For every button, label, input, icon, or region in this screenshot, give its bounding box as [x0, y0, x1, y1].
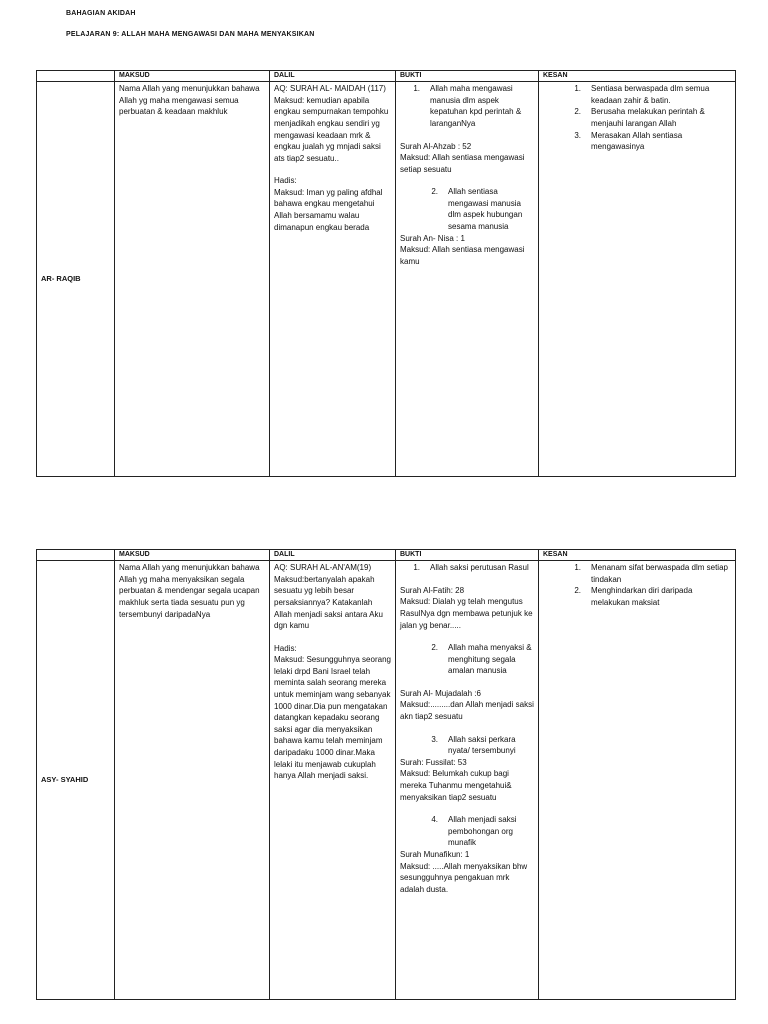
table-asy-syahid [36, 549, 736, 1000]
dalil-hadis-maksud: Maksud: Sesungguhnya seorang lelaki drpd Bani Israel telah meminta salah seorang mereka untuk meminjam wang sebanyak 1000 dinar.Dia pun mengatakan datangkan kepadaku seorang saksi agar dia menyaksikan bahawa kamu telah meminjam daripadaku 1000 dinar.Maka lelaki itu menjawab cukuplah hanya Allah menjadi saksi. [274, 655, 391, 781]
header-kesan: KESAN [539, 71, 736, 82]
bukti-cell [396, 561, 539, 1000]
kesan-item: 3. Merasakan Allah sentiasa mengawasinya [574, 130, 683, 152]
asmaul-husna-name: AR- RAQIB [37, 82, 115, 477]
maksud-cell [115, 82, 270, 477]
bukti-item: 1. Allah saksi perutusan Rasul [413, 563, 529, 573]
dalil-hadis-label: Hadis: [274, 643, 297, 653]
bukti-maksud: Maksud: .....Allah menyaksikan bhw sesungguhnya pengakuan mrk adalah dusta. [400, 861, 528, 894]
bukti-maksud: Maksud: Allah sentiasa mengawasi kamu [400, 245, 525, 266]
bukti-item: 1. Allah maha mengawasi manusia dlm aspek kepatuhan kpd perintah & laranganNya [413, 84, 522, 128]
bukti-maksud: Maksud:.........dan Allah menjadi saksi akn tiap2 sesuatu [400, 700, 534, 722]
bukti-cell [396, 82, 539, 477]
kesan-item: 2. Berusaha melakukan perintah & menjauhi larangan Allah [574, 107, 705, 128]
kesan-list [543, 83, 731, 153]
maksud-text: Nama Allah yang menunjukkan bahawa Allah yg maha menyaksikan segala perbuatan & mendengar segala ucapan makhluk serta tiada sesuatu pun yg tersembunyi daripadaNya [119, 563, 260, 619]
kesan-cell [539, 82, 736, 477]
header-dalil: DALIL [270, 550, 396, 561]
dalil-quran-ref: AQ: SURAH AL- MAIDAH (117) [274, 84, 386, 94]
bukti-surah-ref: Surah An- Nisa : 1 [400, 233, 465, 243]
bukti-maksud: Maksud: Belumkah cukup bagi mereka Tuhanmu mengetahui& menyaksikan tiap2 sesuatu [400, 769, 512, 802]
bukti-list [400, 186, 534, 232]
document-subject: BAHAGIAN AKIDAH [66, 10, 136, 17]
table-ar-raqib [36, 70, 736, 477]
bukti-item: 3. Allah saksi perkara nyata/ tersembunyi [431, 734, 516, 756]
kesan-list [543, 562, 731, 608]
table-header-row [37, 71, 736, 82]
table-header-row [37, 550, 736, 561]
bukti-maksud: Maksud: Dialah yg telah mengutus RasulNya dgn membawa petunjuk ke jalan yg benar..... [400, 597, 533, 630]
kesan-cell [539, 561, 736, 1000]
dalil-cell [270, 82, 396, 477]
dalil-quran-ref: AQ: SURAH AL-AN'AM(19) [274, 563, 372, 573]
kesan-item: 2. Menghindarkan diri daripada melakukan maksiat [574, 586, 693, 607]
header-maksud: MAKSUD [115, 71, 270, 82]
bukti-list [400, 83, 534, 129]
bukti-list [400, 562, 534, 574]
bukti-surah-ref: Surah Munafikun: 1 [400, 850, 470, 860]
dalil-hadis-label: Hadis: [274, 176, 297, 186]
bukti-item: 4. Allah menjadi saksi pembohongan org munafik [431, 815, 517, 848]
header-empty-cell [37, 71, 115, 82]
header-dalil: DALIL [270, 71, 396, 82]
dalil-quran-maksud: Maksud:bertanyalah apakah sesuatu yg lebih besar persaksiannya? Katakanlah Allah menjadi saksi antara Aku dgn kamu [274, 574, 383, 631]
dalil-cell [270, 561, 396, 1000]
table-row [37, 82, 736, 477]
header-empty-cell [37, 550, 115, 561]
bukti-list [400, 734, 534, 757]
bukti-item: 2. Allah maha menyaksi & menghitung segala amalan manusia [431, 643, 532, 676]
lesson-title: PELAJARAN 9: ALLAH MAHA MENGAWASI DAN MAHA MENYAKSIKAN [66, 31, 315, 38]
kesan-item: 1. Sentiasa berwaspada dlm semua keadaan zahir & batin. [574, 84, 710, 105]
bukti-item: 2. Allah sentiasa mengawasi manusia dlm aspek hubungan sesama manusia [431, 187, 523, 232]
header-bukti: BUKTI [396, 550, 539, 561]
bukti-surah-ref: Surah Al-Ahzab : 52 [400, 141, 472, 151]
bukti-list [400, 642, 534, 677]
dalil-quran-maksud: Maksud: kemudian apabila engkau sempurnakan tempohku menjadikah engkau sendiri yg mengawasi keadaan mrk & engkau jualah yg mnjadi saksi ats tiap2 sesuatu.. [274, 95, 389, 163]
dalil-hadis-maksud: Maksud: Iman yg paling afdhal bahawa engkau mengetahui Allah bersamamu walau dimanapun engkau berada [274, 187, 383, 232]
bukti-surah-ref: Surah Al- Mujadalah :6 [400, 688, 481, 698]
bukti-surah-ref: Surah: Fussilat: 53 [400, 757, 467, 767]
table-row [37, 561, 736, 1000]
bukti-list [400, 814, 534, 849]
kesan-item: 1. Menanam sifat berwaspada dlm setiap tindakan [574, 563, 728, 584]
maksud-cell [115, 561, 270, 1000]
asmaul-husna-name: ASY- SYAHID [37, 561, 115, 1000]
header-maksud: MAKSUD [115, 550, 270, 561]
bukti-surah-ref: Surah Al-Fatih: 28 [400, 585, 465, 595]
bukti-maksud: Maksud: Allah sentiasa mengawasi setiap sesuatu [400, 153, 525, 174]
header-kesan: KESAN [539, 550, 736, 561]
maksud-text: Nama Allah yang menunjukkan bahawa Allah yg maha mengawasi semua perbuatan & keadaan makhluk [119, 84, 260, 117]
header-bukti: BUKTI [396, 71, 539, 82]
